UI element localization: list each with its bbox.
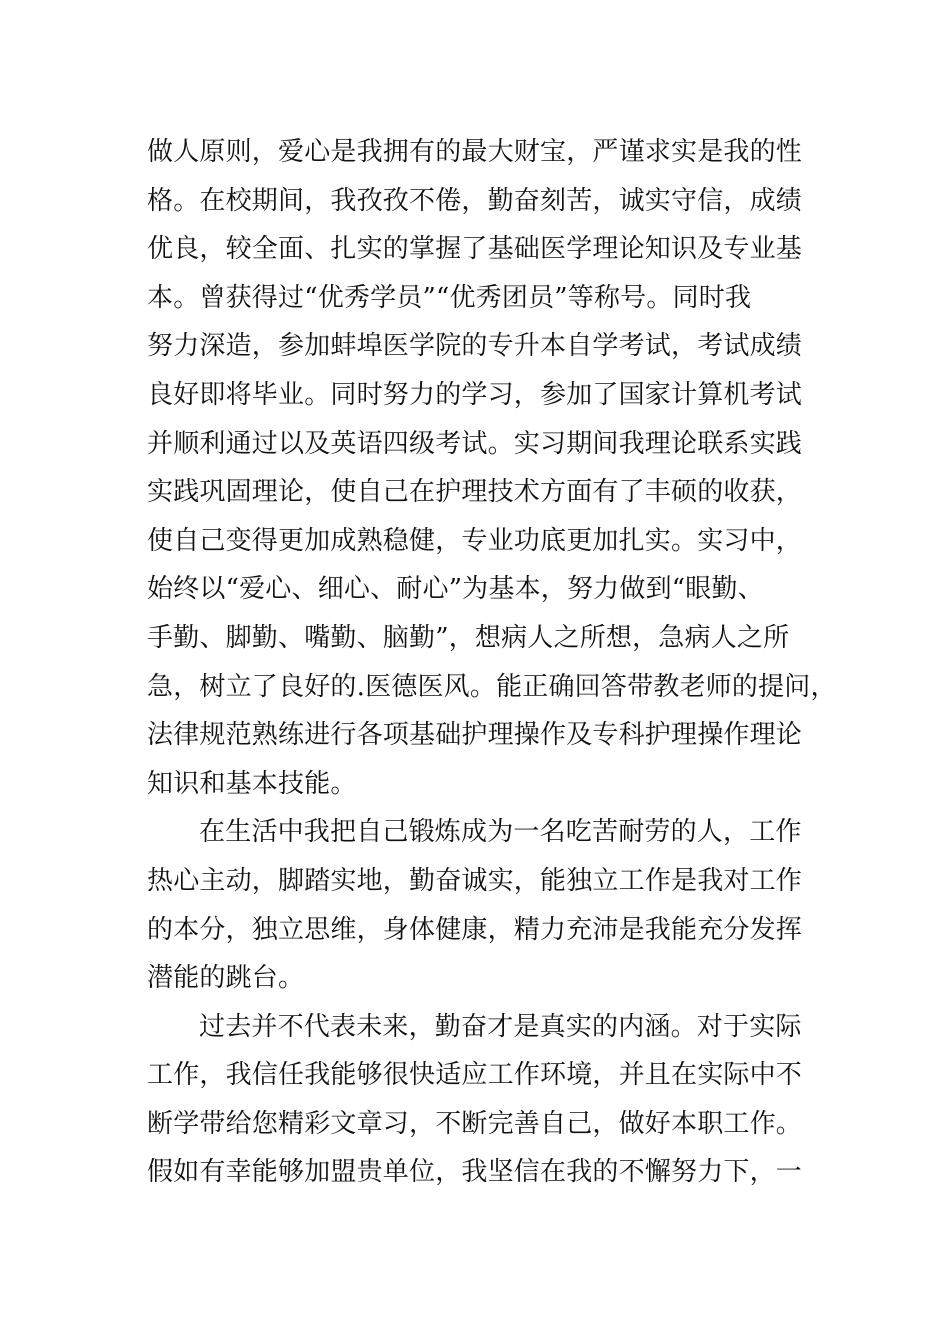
text-line: 法律规范熟练进行各项基础护理操作及专科护理操作理论 — [147, 720, 803, 751]
text-line: 格。在校期间，我孜孜不倦，勤奋刻苦，诚实守信，成绩 — [147, 185, 803, 216]
text-line: 知识和基本技能。 — [147, 768, 357, 799]
text-line: 热心主动，脚踏实地，勤奋诚实，能独立工作是我对工作 — [147, 865, 803, 896]
text-line: 潜能的跳台。 — [147, 963, 305, 994]
paragraph-start-line: 在生活中我把自己锻炼成为一名吃苦耐劳的人，工作 — [199, 817, 802, 848]
text-line: 假如有幸能够加盟贵单位，我坚信在我的不懈努力下，一 — [147, 1157, 803, 1188]
text-line: 实践巩固理论，使自己在护理技术方面有了丰硕的收获， — [147, 477, 803, 508]
text-line: 始终以“爱心、细心、耐心”为基本，努力做到“眼勤、 — [147, 574, 764, 605]
text-line: 本。曾获得过“优秀学员”“优秀团员”等称号。同时我 — [147, 282, 752, 313]
text-line: 使自己变得更加成熟稳健，专业功底更加扎实。实习中， — [147, 525, 803, 556]
text-line: 良好即将毕业。同时努力的学习，参加了国家计算机考试 — [147, 379, 803, 410]
paragraph-start-line: 过去并不代表未来，勤奋才是真实的内涵。对于实际 — [199, 1011, 802, 1042]
text-line: 断学带给您精彩文章习，不断完善自己，做好本职工作。 — [147, 1108, 803, 1139]
text-line: 努力深造，参加蚌埠医学院的专升本自学考试，考试成绩 — [147, 331, 803, 362]
text-line: 的本分，独立思维，身体健康，精力充沛是我能充分发挥 — [147, 914, 803, 945]
text-line: 手勤、脚勤、嘴勤、脑勤”，想病人之所想，急病人之所 — [147, 622, 790, 653]
body-text — [147, 128, 837, 1197]
text-line: 并顺利通过以及英语四级考试。实习期间我理论联系实践 — [147, 428, 803, 459]
text-line: 工作，我信任我能够很快适应工作环境，并且在实际中不 — [147, 1060, 803, 1091]
text-line: 急，树立了良好的.医德医风。能正确回答带教老师的提问， — [147, 671, 837, 702]
text-line: 做人原则，爱心是我拥有的最大财宝，严谨求实是我的性 — [147, 137, 803, 167]
text-line: 优良，较全面、扎实的掌握了基础医学理论知识及专业基 — [147, 234, 803, 265]
